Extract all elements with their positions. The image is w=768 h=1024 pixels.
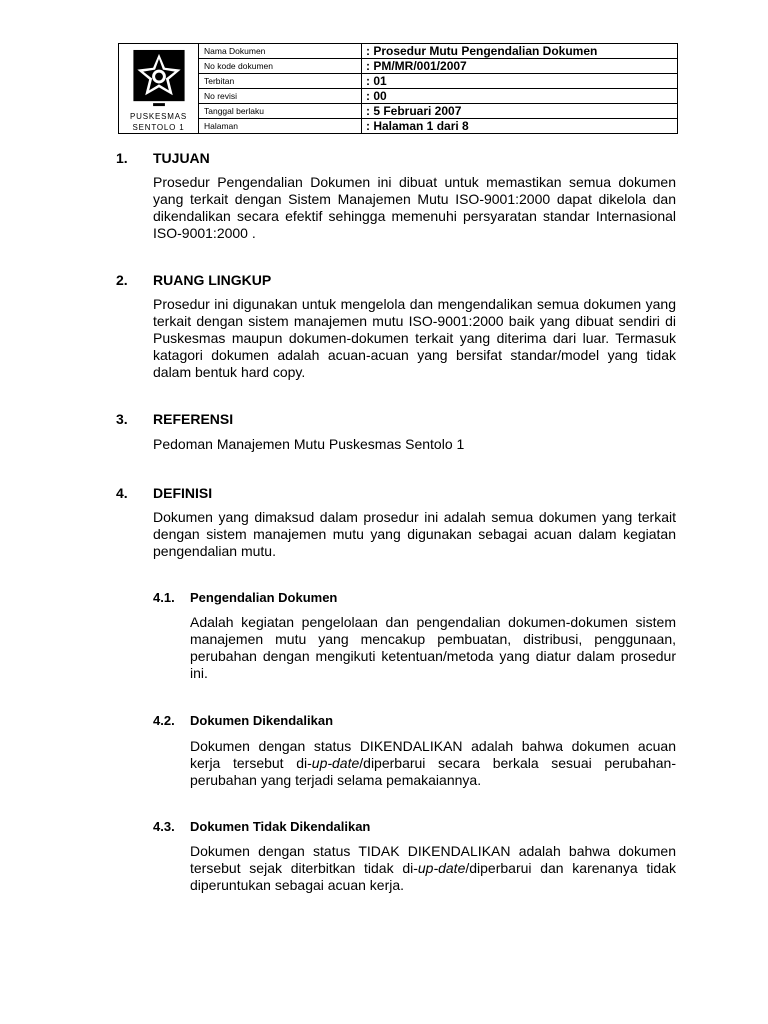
meta-label: No revisi bbox=[199, 89, 362, 103]
section-number: 4. bbox=[116, 485, 128, 501]
meta-label: No kode dokumen bbox=[199, 59, 362, 73]
puskesmas-logo-icon bbox=[131, 48, 187, 111]
logo-cell bbox=[119, 44, 199, 133]
meta-row-no-kode bbox=[199, 59, 677, 74]
subsection-title-dokumen-tidak-dikendalikan: Dokumen Tidak Dikendalikan bbox=[190, 819, 371, 834]
section-number: 2. bbox=[116, 272, 128, 288]
logo-caption-line1: PUSKESMAS bbox=[130, 112, 187, 121]
document-header bbox=[118, 43, 678, 134]
section-number: 1. bbox=[116, 150, 128, 166]
text-part: Dokumen dengan status TIDAK DIKENDALIKAN adalah bahwa dokumen tersebut sejak diterbitkan tidak di- bbox=[190, 843, 676, 876]
section-text-ruang-lingkup: Prosedur ini digunakan untuk mengelola dan mengendalikan semua dokumen yang terkait dengan sistem manajemen mutu ISO-9001:2000 baik yang dibuat sendiri di Puskesmas maupun dokumen-dokumen terkait yang diterima dari luar. Termasuk katagori dokumen adalah acuan-acuan yang bersifat standar/model yang tidak dalam bentuk hard copy. bbox=[153, 296, 676, 380]
section-title-ruang-lingkup: RUANG LINGKUP bbox=[153, 272, 272, 288]
text-part: Dokumen dengan status DIKENDALIKAN adalah bahwa dokumen acuan kerja tersebut di- bbox=[190, 738, 676, 771]
meta-row-halaman bbox=[199, 119, 677, 133]
subsection-number: 4.1. bbox=[153, 590, 175, 605]
meta-label: Nama Dokumen bbox=[199, 44, 362, 58]
meta-value: : Halaman 1 dari 8 bbox=[366, 119, 469, 133]
meta-row-tanggal-berlaku bbox=[199, 104, 677, 119]
subsection-number: 4.2. bbox=[153, 713, 175, 728]
section-number: 3. bbox=[116, 411, 128, 427]
meta-row-terbitan bbox=[199, 74, 677, 89]
meta-value: : PM/MR/001/2007 bbox=[366, 59, 467, 73]
subsection-title-dokumen-dikendalikan: Dokumen Dikendalikan bbox=[190, 713, 334, 728]
meta-value: : 5 Februari 2007 bbox=[366, 104, 462, 118]
subsection-text-dokumen-tidak-dikendalikan bbox=[190, 843, 676, 894]
section-text-tujuan: Prosedur Pengendalian Dokumen ini dibuat untuk memastikan semua dokumen yang terkait dengan Sistem Manajemen Mutu ISO-9001:2000 dapat dikelola dan dikendalikan secara efektif sehingga memenuhi persyaratan standar Internasional ISO-9001:2000 . bbox=[153, 174, 676, 241]
meta-value: : 00 bbox=[366, 89, 387, 103]
subsection-title-pengendalian-dokumen: Pengendalian Dokumen bbox=[190, 590, 338, 605]
section-title-referensi: REFERENSI bbox=[153, 411, 234, 427]
section-title-definisi: DEFINISI bbox=[153, 485, 213, 501]
section-text-referensi: Pedoman Manajemen Mutu Puskesmas Sentolo 1 bbox=[153, 436, 465, 452]
meta-label: Tanggal berlaku bbox=[199, 104, 362, 118]
subsection-text-dokumen-dikendalikan bbox=[190, 738, 676, 789]
meta-value: : 01 bbox=[366, 74, 387, 88]
text-emphasis: up-date bbox=[311, 755, 360, 771]
text-part: /diperbarui secara berkala sesuai perubahan-perubahan yang terjadi selama pemakaiannya. bbox=[190, 755, 676, 788]
subsection-number: 4.3. bbox=[153, 819, 175, 834]
meta-value: : Prosedur Mutu Pengendalian Dokumen bbox=[366, 44, 598, 58]
meta-row-nama-dokumen bbox=[199, 44, 677, 59]
meta-row-no-revisi bbox=[199, 89, 677, 104]
text-emphasis: up-date bbox=[417, 860, 466, 876]
subsection-text-pengendalian-dokumen: Adalah kegiatan pengelolaan dan pengendalian dokumen-dokumen sistem manajemen mutu yang mencakup pembuatan, distribusi, penggunaan, perubahan dengan mengikuti ketentuan/metoda yang diatur dalam prosedur ini. bbox=[190, 614, 676, 681]
section-text-definisi: Dokumen yang dimaksud dalam prosedur ini adalah semua dokumen yang terkait dengan sistem manajemen mutu yang digunakan sebagai acuan dalam kegiatan pengendalian mutu. bbox=[153, 509, 676, 559]
section-title-tujuan: TUJUAN bbox=[153, 150, 210, 166]
logo-caption-line2: SENTOLO 1 bbox=[132, 123, 185, 132]
document-meta-table bbox=[199, 44, 677, 133]
text-part: /diperbarui dan karenanya tidak diperuntukan sebagai acuan kerja. bbox=[190, 860, 676, 893]
meta-label: Halaman bbox=[199, 119, 362, 133]
meta-label: Terbitan bbox=[199, 74, 362, 88]
